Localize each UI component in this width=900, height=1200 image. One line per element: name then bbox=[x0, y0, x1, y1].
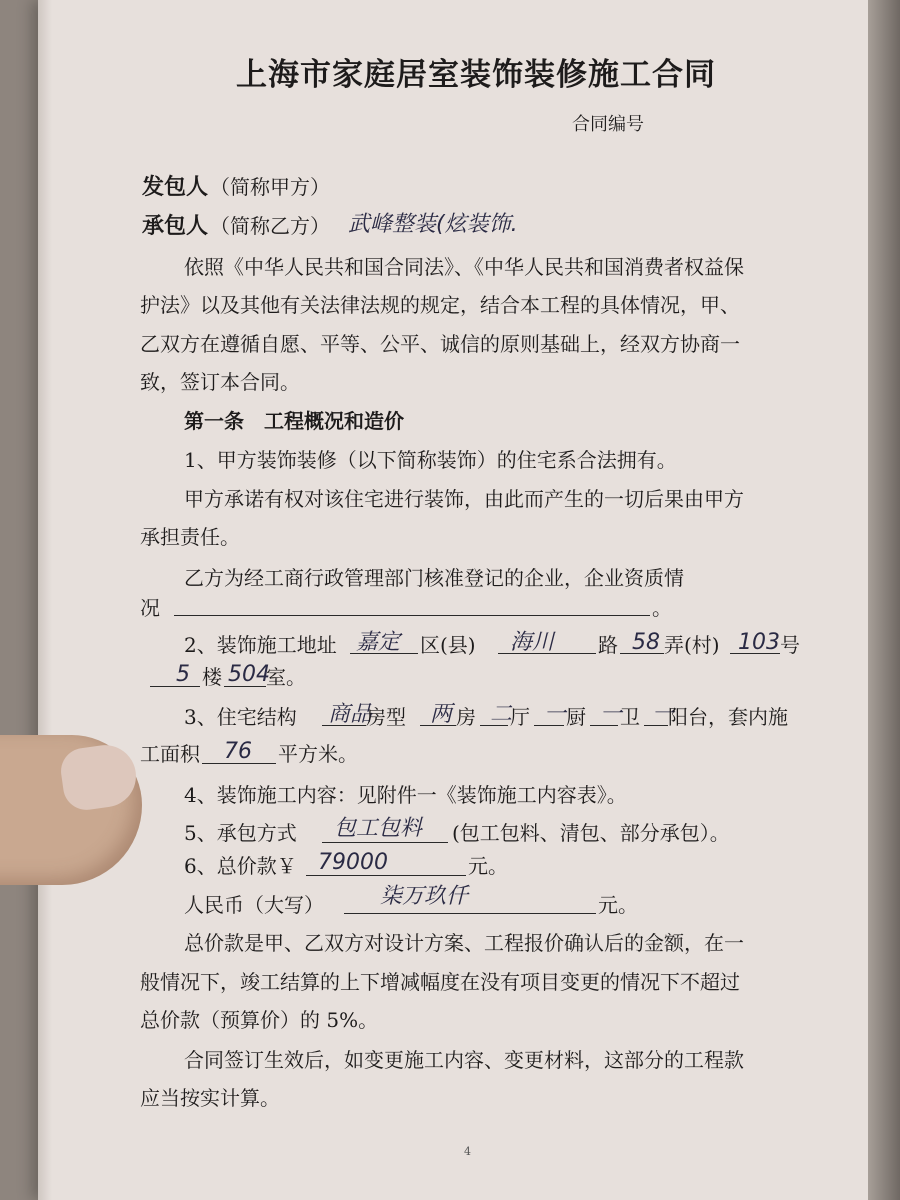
structure-type-label: 房型 bbox=[366, 705, 406, 729]
qualification-end: 。 bbox=[652, 596, 672, 620]
rmb-suffix: 元。 bbox=[598, 893, 638, 917]
document-title: 上海市家庭居室装饰装修施工合同 bbox=[236, 57, 716, 93]
item-5-handwritten: 包工包料 bbox=[334, 816, 423, 841]
page-number: 4 bbox=[464, 1145, 471, 1158]
item-1-line-1: 1、甲方装饰装修（以下简称装饰）的住宅系合法拥有。 bbox=[184, 448, 677, 472]
structure-balconies: 一 bbox=[652, 702, 675, 727]
structure-prefix: 3、住宅结构 bbox=[184, 705, 297, 729]
party-b-handwritten: 武峰整装(炫装饰. bbox=[348, 212, 518, 237]
rmb-prefix: 人民币（大写） bbox=[184, 893, 324, 917]
structure-area-prefix: 工面积 bbox=[140, 742, 200, 766]
address-lane-label: 弄(村) bbox=[664, 633, 720, 657]
item-5-suffix: (包工包料、清包、部分承包）。 bbox=[452, 821, 730, 845]
intro-line-4: 致，签订本合同。 bbox=[140, 370, 300, 394]
total-para-line-1: 总价款是甲、乙双方对设计方案、工程报价确认后的金额，在一 bbox=[184, 931, 744, 955]
structure-halls-label: 厅 bbox=[510, 705, 530, 729]
intro-line-3: 乙双方在遵循自愿、平等、公平、诚信的原则基础上，经双方协商一 bbox=[140, 332, 740, 356]
contract-number-label: 合同编号 bbox=[572, 114, 644, 135]
address-lane: 58 bbox=[632, 630, 660, 655]
structure-rooms: 两 bbox=[430, 702, 453, 727]
party-a-paren: （简称甲方） bbox=[210, 175, 330, 199]
item-6-blank bbox=[306, 875, 466, 876]
number-blank bbox=[730, 653, 780, 654]
halls-blank bbox=[480, 725, 508, 726]
building-blank bbox=[150, 686, 200, 687]
baths-blank bbox=[590, 725, 618, 726]
total-para-line-2: 般情况下，竣工结算的上下增减幅度在没有项目变更的情况下不超过 bbox=[140, 970, 740, 994]
address-room-label: 室。 bbox=[266, 665, 306, 689]
page-fold-shadow bbox=[38, 0, 52, 1200]
area-blank bbox=[202, 763, 276, 764]
qualification-blank bbox=[174, 615, 650, 616]
total-para-line-3: 总价款（预算价）的 5%。 bbox=[140, 1008, 379, 1032]
item-6-handwritten: 79000 bbox=[318, 850, 388, 875]
address-district: 嘉定 bbox=[356, 630, 401, 655]
item-5-blank bbox=[322, 842, 448, 843]
kitchens-blank bbox=[534, 725, 564, 726]
structure-area-label: 平方米。 bbox=[278, 742, 358, 766]
item-5-prefix: 5、承包方式 bbox=[184, 821, 297, 845]
room-blank bbox=[224, 686, 266, 687]
lane-blank bbox=[620, 653, 664, 654]
address-road: 海川 bbox=[510, 630, 555, 655]
address-number-label: 号 bbox=[780, 633, 800, 657]
type-blank bbox=[322, 725, 366, 726]
item-6-suffix: 元。 bbox=[468, 854, 508, 878]
rmb-blank bbox=[344, 913, 596, 914]
article-1-heading: 第一条 工程概况和造价 bbox=[184, 409, 404, 433]
structure-baths-label: 卫 bbox=[620, 705, 640, 729]
address-number: 103 bbox=[738, 630, 780, 655]
road-blank bbox=[498, 653, 596, 654]
address-prefix: 2、装饰施工地址 bbox=[184, 633, 337, 657]
item-1-line-3: 承担责任。 bbox=[140, 525, 240, 549]
address-building-label: 楼 bbox=[202, 665, 222, 689]
intro-line-1: 依照《中华人民共和国合同法》、《中华人民共和国消费者权益保 bbox=[184, 255, 744, 279]
party-b-paren: （简称乙方） bbox=[210, 214, 330, 238]
change-para-line-1: 合同签订生效后，如变更施工内容、变更材料，这部分的工程款 bbox=[184, 1048, 744, 1072]
rmb-handwritten: 柒万玖仟 bbox=[380, 884, 469, 909]
structure-baths: 一 bbox=[600, 702, 623, 727]
qualification-line-1: 乙方为经工商行政管理部门核准登记的企业，企业资质情 bbox=[184, 566, 684, 590]
item-6-prefix: 6、总价款￥ bbox=[184, 854, 297, 878]
book-edge bbox=[868, 0, 900, 1200]
structure-area: 76 bbox=[224, 739, 252, 764]
district-blank bbox=[350, 653, 418, 654]
structure-balconies-label: 阳台，套内施 bbox=[668, 705, 788, 729]
change-para-line-2: 应当按实计算。 bbox=[140, 1086, 280, 1110]
address-district-label: 区(县) bbox=[420, 633, 476, 657]
intro-line-2: 护法》以及其他有关法律法规的规定，结合本工程的具体情况，甲、 bbox=[140, 293, 740, 317]
structure-kitchens: 一 bbox=[544, 702, 567, 727]
structure-rooms-label: 房 bbox=[456, 705, 476, 729]
address-road-label: 路 bbox=[598, 633, 618, 657]
structure-halls: 二 bbox=[490, 702, 513, 727]
item-1-line-2: 甲方承诺有权对该住宅进行装饰，由此而产生的一切后果由甲方 bbox=[184, 487, 744, 511]
address-building: 5 bbox=[176, 662, 190, 687]
rooms-blank bbox=[420, 725, 456, 726]
structure-type: 商品 bbox=[328, 702, 373, 727]
party-a-label: 发包人 bbox=[142, 174, 209, 200]
item-4: 4、装饰施工内容：见附件一《装饰施工内容表》。 bbox=[184, 783, 627, 807]
qualification-line-2: 况 bbox=[140, 596, 160, 620]
structure-kitchens-label: 厨 bbox=[566, 705, 586, 729]
party-b-label: 承包人 bbox=[142, 213, 209, 239]
address-room: 504 bbox=[228, 662, 270, 687]
balconies-blank bbox=[644, 725, 668, 726]
